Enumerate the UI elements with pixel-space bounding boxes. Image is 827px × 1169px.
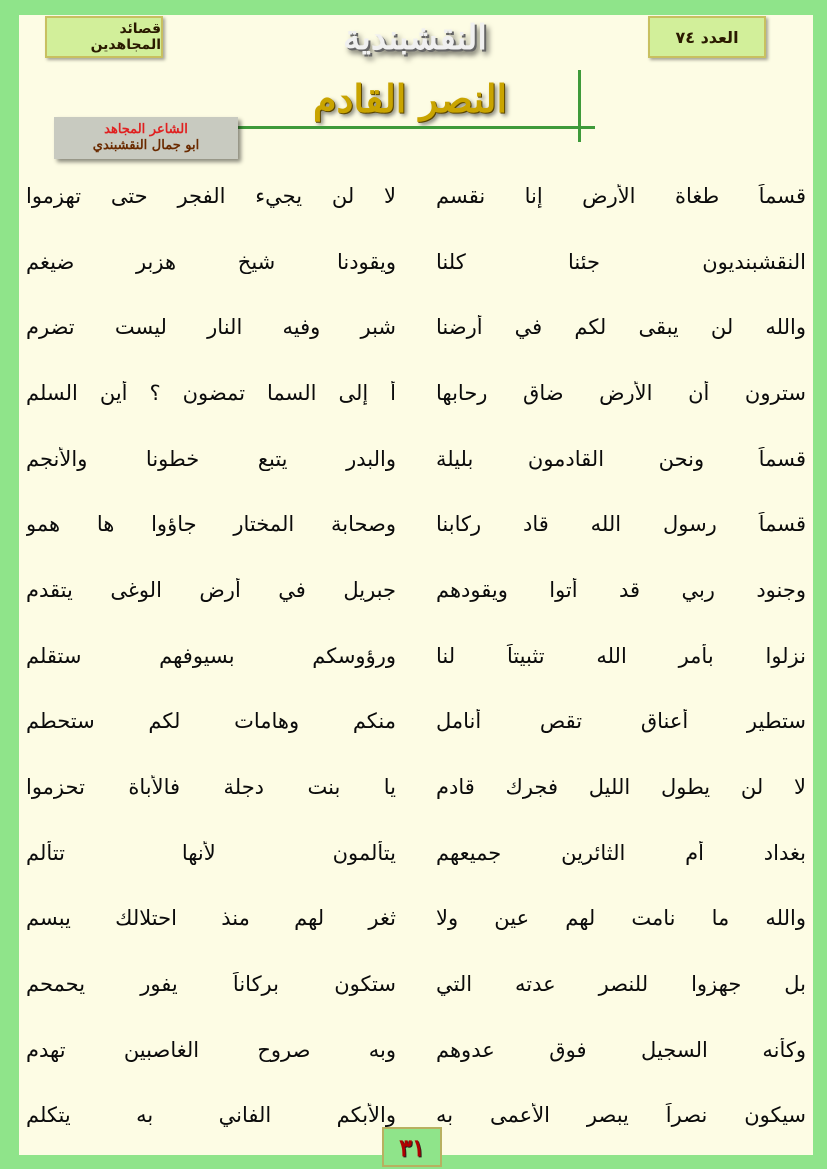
verse-second-half: يتألمون لأنها تتألم <box>26 840 396 865</box>
verse-first-half: وكأنه السجيل فوق عدوهم <box>436 1037 806 1062</box>
verse-first-half: قسماً رسول الله قاد ركابنا <box>436 512 806 537</box>
poem-body <box>22 163 810 1148</box>
verse-first-half: بل جهزوا للنصر عدته التي <box>436 972 806 997</box>
verse-first-half: بغداد أم الثائرين جميعهم <box>436 840 806 865</box>
verse-second-half: ورؤوسكم بسيوفهم ستقلم <box>26 643 396 668</box>
verse-second-half: ستكون بركاناً يفور يحمحم <box>26 972 396 997</box>
verse-second-half: وصحابة المختار جاؤوا ها همو <box>26 512 396 537</box>
verse-second-half: منكم وهامات لكم ستحطم <box>26 709 396 734</box>
page-number: ٣١ <box>382 1127 442 1167</box>
verse-row <box>22 689 810 755</box>
verse-row <box>22 163 810 229</box>
verse-second-half: جبريل في أرض الوغى يتقدم <box>26 577 396 602</box>
poem-title: النصر القادم <box>312 75 508 121</box>
verse-second-half: ويقودنا شيخ هزبر ضيغم <box>26 249 396 274</box>
verse-row <box>22 360 810 426</box>
verse-first-half: نزلوا بأمر الله تثبيتاً لنا <box>436 643 806 668</box>
verse-row <box>22 294 810 360</box>
verse-second-half: يا بنت دجلة فالأباة تحزموا <box>26 775 396 800</box>
verse-row <box>22 951 810 1017</box>
verse-first-half: وجنود ربي قد أتوا ويقودهم <box>436 577 806 602</box>
verse-row <box>22 229 810 295</box>
section-label: قصائد المجاهدين <box>45 16 163 58</box>
verse-second-half: لا لن يجيء الفجر حتى تهزموا <box>26 183 396 208</box>
verse-row <box>22 557 810 623</box>
verse-first-half: قسماً طغاة الأرض إنا نقسم <box>436 183 806 208</box>
verse-second-half: وبه صروح الغاصبين تهدم <box>26 1037 396 1062</box>
title-decoration-vertical <box>578 70 581 142</box>
verse-first-half: سيكون نصراً يبصر الأعمى به <box>436 1103 806 1128</box>
verse-row <box>22 820 810 886</box>
verse-row <box>22 1017 810 1083</box>
issue-label: العدد ٧٤ <box>648 16 766 58</box>
verse-first-half: قسماً ونحن القادمون بليلة <box>436 446 806 471</box>
verse-second-half: أ إلى السما تمضون ؟ أين السلم <box>26 380 396 405</box>
poet-box <box>54 117 238 159</box>
verse-row <box>22 491 810 557</box>
verse-row <box>22 623 810 689</box>
verse-first-half: ستطير أعناق تقص أنامل <box>436 709 806 734</box>
verse-first-half: النقشبنديون جئنا كلنا <box>436 249 806 274</box>
verse-second-half: شبر وفيه النار ليست تضرم <box>26 315 396 340</box>
verse-second-half: ثغر لهم منذ احتلالك يبسم <box>26 906 396 931</box>
poet-name: ابو جمال النقشبندي <box>92 138 200 153</box>
verse-row <box>22 886 810 952</box>
verse-first-half: سترون أن الأرض ضاق رحابها <box>436 380 806 405</box>
verse-row <box>22 426 810 492</box>
verse-second-half: والأبكم الفاني به يتكلم <box>26 1103 396 1128</box>
verse-row <box>22 754 810 820</box>
verse-second-half: والبدر يتبع خطونا والأنجم <box>26 446 396 471</box>
verse-first-half: لا لن يطول الليل فجرك قادم <box>436 775 806 800</box>
poet-title: الشاعر المجاهد <box>104 122 188 137</box>
title-decoration-horizontal <box>235 126 595 129</box>
verse-first-half: والله ما نامت لهم عين ولا <box>436 906 806 931</box>
magazine-name: النقشبندية <box>343 18 487 58</box>
verse-first-half: والله لن يبقى لكم في أرضنا <box>436 315 806 340</box>
